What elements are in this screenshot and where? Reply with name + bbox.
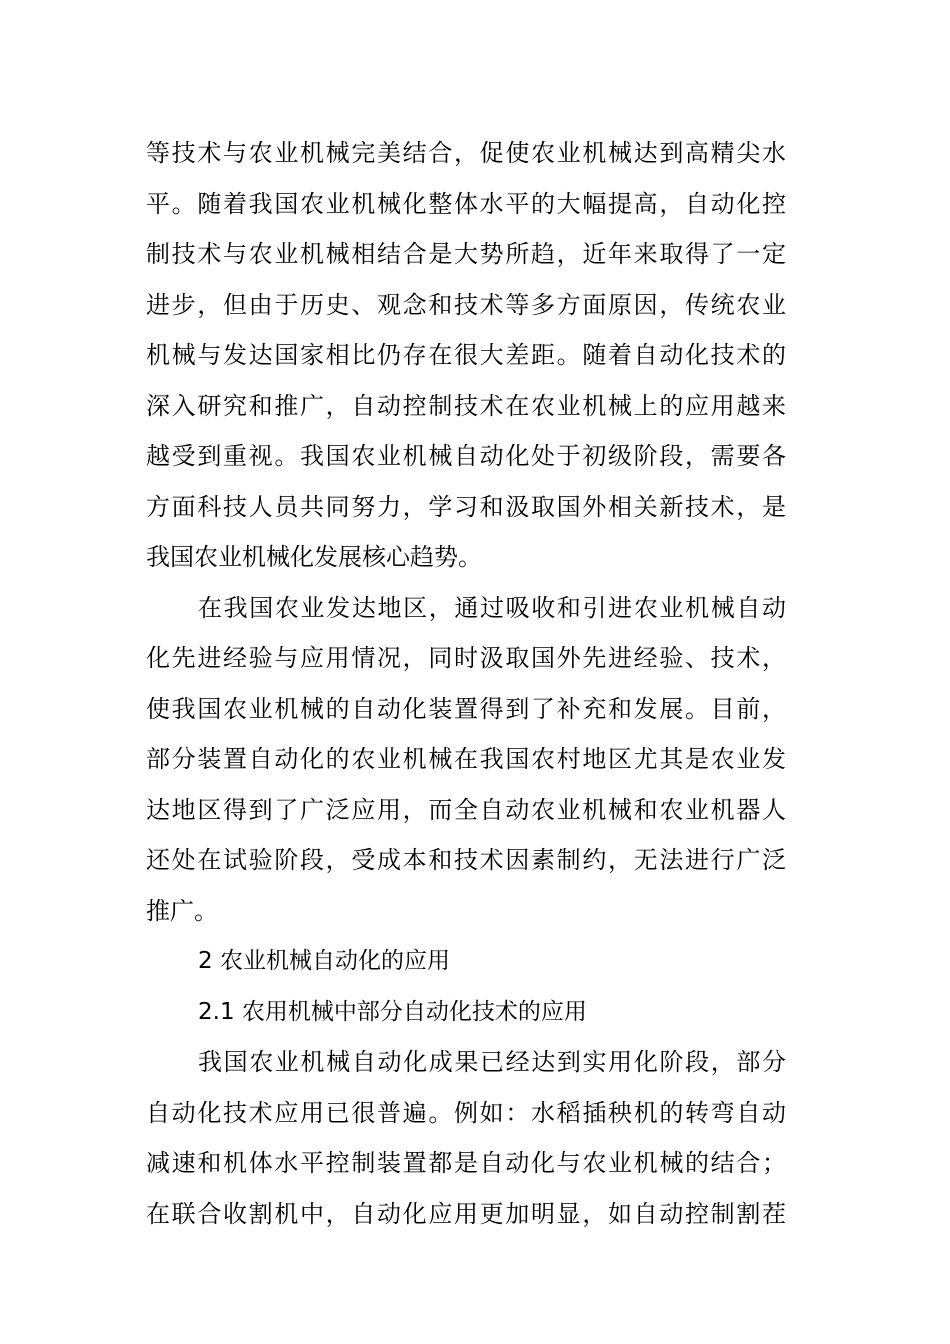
paragraph [146, 128, 786, 583]
text-line: 深入研究和推广，自动控制技术在农业机械上的应用越来 [146, 391, 786, 420]
text-line: 我国农业机械化发展核心趋势。 [146, 543, 482, 571]
text-line: 推广。 [146, 896, 218, 925]
paragraph [146, 583, 786, 937]
paragraph [146, 1037, 786, 1239]
text-line: 在联合收割机中，自动化应用更加明显，如自动控制割茬 [146, 1199, 786, 1228]
section-heading: 2 农业机械自动化的应用 [198, 948, 450, 974]
text-line: 减速和机体水平控制装置都是自动化与农业机械的结合； [146, 1149, 786, 1177]
text-line: 在我国农业发达地区，通过吸收和引进农业机械自动 [198, 593, 786, 622]
text-line: 我国农业机械自动化成果已经达到实用化阶段，部分 [198, 1048, 786, 1076]
text-line: 化先进经验与应用情况，同时汲取国外先进经验、技术， [146, 644, 786, 672]
text-line: 机械与发达国家相比仍存在很大差距。随着自动化技术的 [146, 341, 786, 369]
text-line: 制技术与农业机械相结合是大势所趋，近年来取得了一定 [146, 240, 786, 268]
text-line: 平。随着我国农业机械化整体水平的大幅提高，自动化控 [146, 189, 786, 218]
text-line: 部分装置自动化的农业机械在我国农村地区尤其是农业发 [146, 745, 786, 773]
text-line: 自动化技术应用已很普遍。例如：水稻插秧机的转弯自动 [146, 1098, 786, 1127]
text-line: 进步，但由于历史、观念和技术等多方面原因，传统农业 [146, 290, 786, 319]
document-body [146, 128, 786, 1239]
text-line: 越受到重视。我国农业机械自动化处于初级阶段，需要各 [146, 442, 786, 470]
text-line: 方面科技人员共同努力，学习和汲取国外相关新技术，是 [146, 492, 786, 521]
text-line: 达地区得到了广泛应用，而全自动农业机械和农业机器人 [146, 795, 786, 824]
text-line: 等技术与农业机械完美结合，促使农业机械达到高精尖水 [146, 139, 786, 167]
text-line: 还处在试验阶段，受成本和技术因素制约，无法进行广泛 [146, 846, 786, 874]
subsection-heading: 2.1 农用机械中部分自动化技术的应用 [198, 998, 587, 1025]
text-line: 使我国农业机械的自动化装置得到了补充和发展。目前， [146, 694, 786, 723]
